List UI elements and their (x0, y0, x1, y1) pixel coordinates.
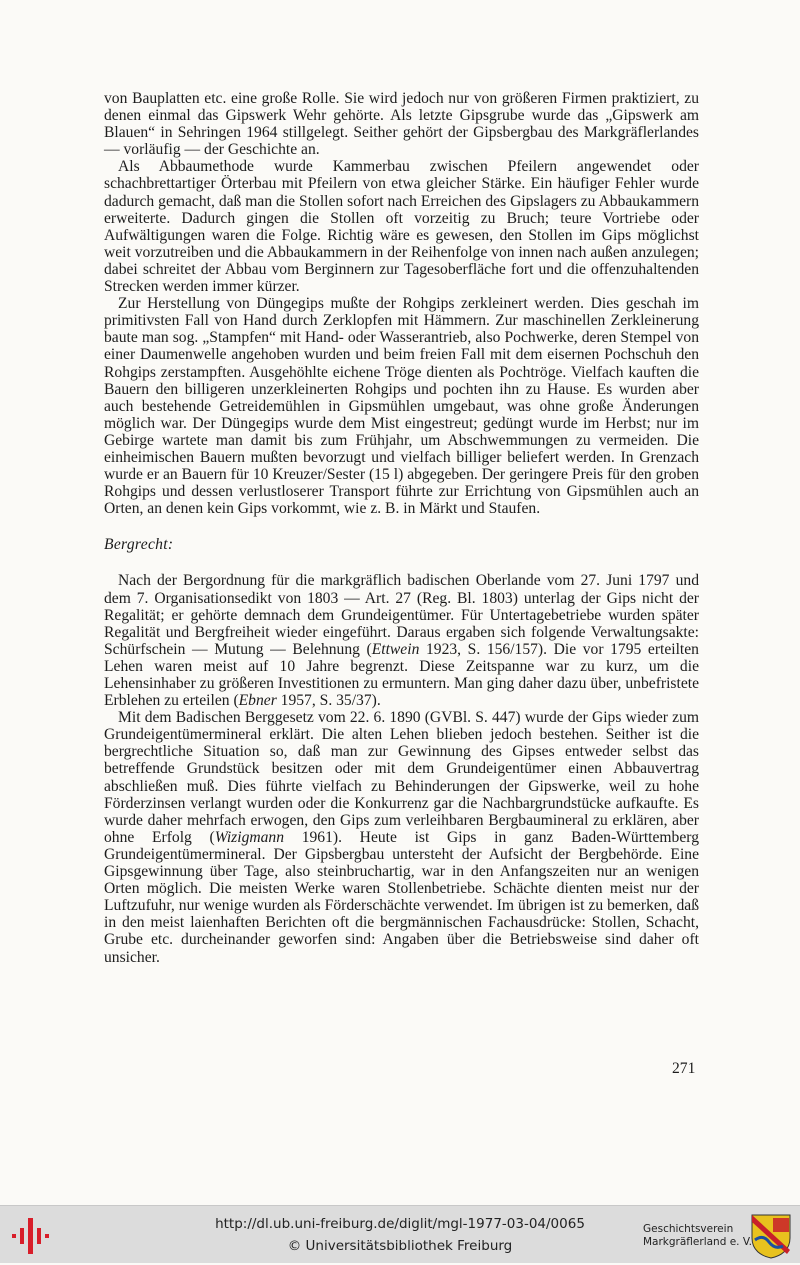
paragraph-4-part-c: 1957, S. 35/37). (276, 692, 381, 710)
organization-name (643, 1223, 753, 1249)
citation-wizigmann: Wizigmann (214, 828, 285, 846)
citation-ettwein: Ettwein (371, 640, 420, 658)
source-url-link[interactable]: http://dl.ub.uni-freiburg.de/diglit/mgl-1977-03-04/0065 (215, 1216, 585, 1232)
copyright-text: © Universitätsbibliothek Freiburg (287, 1238, 513, 1254)
paragraph-1: von Bauplatten etc. eine große Rolle. Sie wird jedoch nur von größeren Firmen praktiziert, zu denen einmal das Gipswerk Wehr gehörte. Als letzte Gipsgrube wurde das „Gipswerk am Blauen“ in Sehringen 1964 stillgelegt. Seither gehört der Gipsbergbau des Markgräflerlandes — vorläufig — der Geschichte an. (104, 90, 699, 159)
paragraph-4 (104, 572, 699, 709)
coat-of-arms-icon (749, 1212, 793, 1260)
paragraph-4-part-a: Nach der Bergordnung für die markgräflich badischen Oberlande vom 27. Juni 1797 und dem 7. Organisationsedikt von 1803 — Art. 27 (Reg. Bl. 1803) unterlag der Gips nicht der Regalität; er gehörte demnach dem Grundeigentümer. Für Untertagebetriebe wurden später Regalität und Bergfreiheit wieder eingeführt. Daraus ergaben sich folgende Verwaltungsakte: Schürfschein — Mutung — Belehnung ( (104, 572, 699, 658)
citation-ebner: Ebner (238, 692, 277, 710)
paragraph-5-part-a: Mit dem Badischen Berggesetz vom 22. 6. 1890 (GVBl. S. 447) wurde der Gips wieder zum Grundeigentümermineral erklärt. Die alten Lehen blieben jedoch bestehen. Seither ist die bergrechtliche Situation so, daß man zur Gewinnung des Gipses entweder selbst das betreffende Grundstück besitzen oder mit dem Grundeigentümer einen Abbauvertrag abschließen muß. Dies führte vielfach zu Behinderungen der Gipswerke, weil zu hohe Förderzinsen verlangt wurden oder die Konkurrenz gar die Nachbargrundstücke aufkaufte. Es wurde daher mehrfach erwogen, den Gips zum verleihbaren Bergbaumineral zu erklären, aber ohne Erfolg ( (104, 709, 699, 846)
page-number: 271 (672, 1060, 696, 1077)
section-heading-bergrecht: Bergrecht: (104, 536, 174, 554)
organization-name-line-2: Markgräflerland e. V. (643, 1236, 753, 1248)
paragraph-4-part-b: 1923, S. 156/157). Die vor 1795 erteilten Lehen waren meist auf 10 Jahre begrenzt. Diese Zeitspanne war zu kurz, um die Lehensinhaber zu größeren Investitionen zu ermuntern. Man ging daher dazu über, unbefristete Erblehen zu erteilen ( (104, 640, 699, 710)
paragraph-5 (104, 709, 699, 965)
paragraph-2: Als Abbaumethode wurde Kammerbau zwischen Pfeilern angewendet oder schachbrettartiger Örterbau mit Pfeilern von etwa gleicher Stärke. Ein häufiger Fehler wurde dadurch gemacht, daß man die Stollen sofort nach Erreichen des Gipslagers zu Abbaukammern erweiterte. Dadurch gingen die Stollen oft vorzeitig zu Bruch; teure Vortriebe oder Aufwältigungen waren die Folge. Richtig wäre es gewesen, den Stollen im Gips möglichst weit vorzutreiben und die Abbaukammern in der Reihenfolge von innen nach außen anzulegen; dabei schreitet der Abbau vom Berginnern zur Tagesoberfläche fort und die offenzuhaltenden Strecken werden immer kürzer. (104, 158, 699, 296)
ub-freiburg-logo-icon[interactable] (8, 1216, 52, 1256)
body-text (104, 90, 699, 966)
organization-name-line-1: Geschichtsverein (643, 1223, 734, 1235)
paragraph-5-part-b: 1961). Heute ist Gips in ganz Baden-Württemberg Grundeigentümermineral. Der Gipsbergbau untersteht der Aufsicht der Bergbehörde. Eine Gipsgewinnung über Tage, also steinbruchartig, war in den Anfangszeiten nur an wenigen Orten möglich. Die meisten Werke waren Stollenbetriebe. Schächte dienten meist nur der Luftzufuhr, nur wenige wurden als Förderschächte verwendet. Im übrigen ist zu bemerken, daß in den meist laienhaften Berichten oft die bergmännischen Fachausdrücke: Stollen, Schacht, Grube etc. durcheinander geworfen sind: Angaben über die Betriebsweise sind daher oft unsicher. (104, 828, 699, 966)
paragraph-3: Zur Herstellung von Düngegips mußte der Rohgips zerkleinert werden. Dies geschah im primitivsten Fall von Hand durch Zerklopfen mit Hämmern. Zur maschinellen Zerkleinerung baute man sog. „Stampfen“ mit Hand- oder Wasserantrieb, also Pochwerke, deren Stempel von einer Daumenwelle angehoben wurden und beim freien Fall mit dem eisernen Pochschuh den Rohgips zerstampften. Ausgehöhlte eichene Tröge dienten als Pochtröge. Vielfach kauften die Bauern den billigeren unzerkleinerten Rohgips und pochten ihn zu Hause. Es wurden aber auch bestehende Getreidemühlen in Gipsmühlen umgebaut, was ohne große Änderungen möglich war. Der Düngegips wurde dem Mist eingestreut; gedüngt wurde im Herbst; nur im Gebirge wartete man damit bis zum Frühjahr, um Abschwemmungen zu vermeiden. Die einheimischen Bauern mußten bevorzugt und vielfach billiger beliefert werden. In Grenzach wurde er an Bauern für 10 Kreuzer/Sester (15 l) abgegeben. Der geringere Preis für den groben Rohgips und dessen verlustloserer Transport führte zur Errichtung von Gipsmühlen auch an Orten, an denen kein Gips vorkommt, wie z. B. in Märkt und Staufen. (104, 295, 699, 518)
footer-bar (0, 1205, 800, 1263)
